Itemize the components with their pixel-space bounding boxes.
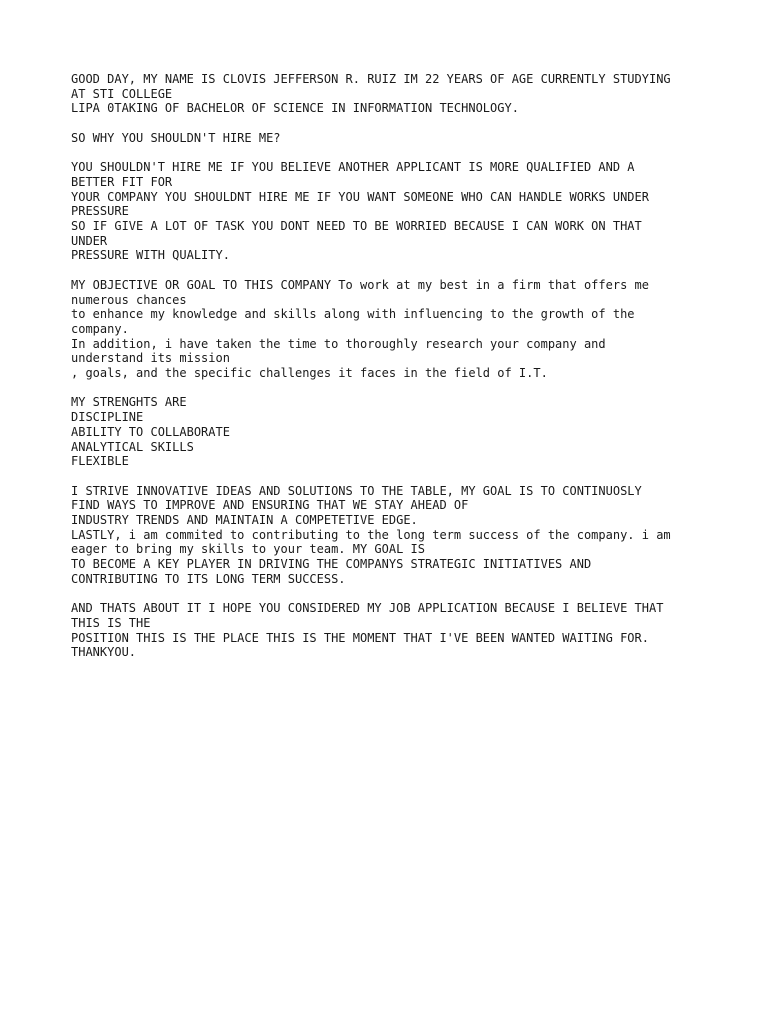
text-line: LIPA 0TAKING OF BACHELOR OF SCIENCE IN INFORMATION TECHNOLOGY. <box>71 101 519 116</box>
strengths-paragraph <box>71 395 731 469</box>
answer-paragraph <box>71 160 731 263</box>
text-line: numerous chances <box>71 292 187 307</box>
text-line: FLEXIBLE <box>71 454 129 469</box>
text-line: INDUSTRY TRENDS AND MAINTAIN A COMPETETIVE EDGE. <box>71 513 418 528</box>
text-line: BETTER FIT FOR <box>71 174 173 189</box>
text-line: YOUR COMPANY YOU SHOULDNT HIRE ME IF YOU WANT SOMEONE WHO CAN HANDLE WORKS UNDER <box>71 189 649 204</box>
text-line: understand its mission <box>71 351 230 366</box>
closing-paragraph <box>71 601 731 660</box>
document-page <box>71 72 731 675</box>
text-line: THANKYOU. <box>71 645 137 660</box>
text-line: DISCIPLINE <box>71 410 144 425</box>
text-line: AT STI COLLEGE <box>71 86 173 101</box>
text-line: PRESSURE WITH QUALITY. <box>71 248 230 263</box>
text-line: POSITION THIS IS THE PLACE THIS IS THE MOMENT THAT I'VE BEEN WANTED WAITING FOR. <box>71 630 649 645</box>
text-line: I STRIVE INNOVATIVE IDEAS AND SOLUTIONS TO THE TABLE, MY GOAL IS TO CONTINUOSLY <box>71 483 642 498</box>
text-line: GOOD DAY, MY NAME IS CLOVIS JEFFERSON R. RUIZ IM 22 YEARS OF AGE CURRENTLY STUDYING <box>71 72 671 86</box>
text-line: UNDER <box>71 233 108 248</box>
text-line: In addition, i have taken the time to thoroughly research your company and <box>71 336 606 351</box>
text-line: PRESSURE <box>71 204 129 219</box>
text-line: TO BECOME A KEY PLAYER IN DRIVING THE COMPANYS STRATEGIC INITIATIVES AND <box>71 557 592 572</box>
text-line: ABILITY TO COLLABORATE <box>71 424 230 439</box>
question-paragraph <box>71 131 731 146</box>
text-line: , goals, and the specific challenges it faces in the field of I.T. <box>71 366 548 381</box>
text-line: to enhance my knowledge and skills along with influencing to the growth of the <box>71 307 635 322</box>
text-line: THIS IS THE <box>71 615 151 630</box>
intro-paragraph <box>71 72 731 116</box>
text-line: FIND WAYS TO IMPROVE AND ENSURING THAT WE STAY AHEAD OF <box>71 498 469 513</box>
text-line: MY OBJECTIVE OR GOAL TO THIS COMPANY To work at my best in a firm that offers me <box>71 277 649 292</box>
text-line: AND THATS ABOUT IT I HOPE YOU CONSIDERED MY JOB APPLICATION BECAUSE I BELIEVE THAT <box>71 601 664 616</box>
text-line: SO WHY YOU SHOULDN'T HIRE ME? <box>71 130 281 145</box>
objective-paragraph <box>71 278 731 381</box>
text-line: MY STRENGHTS ARE <box>71 395 187 410</box>
text-line: YOU SHOULDN'T HIRE ME IF YOU BELIEVE ANOTHER APPLICANT IS MORE QUALIFIED AND A <box>71 160 635 175</box>
text-line: SO IF GIVE A LOT OF TASK YOU DONT NEED TO BE WORRIED BECAUSE I CAN WORK ON THAT <box>71 219 642 233</box>
text-line: LASTLY, i am commited to contributing to the long term success of the company. i am <box>71 527 671 542</box>
text-line: company. <box>71 321 129 336</box>
text-line: eager to bring my skills to your team. MY GOAL IS <box>71 542 426 557</box>
goals-paragraph <box>71 484 731 587</box>
text-line: CONTRIBUTING TO ITS LONG TERM SUCCESS. <box>71 571 346 586</box>
text-line: ANALYTICAL SKILLS <box>71 439 194 454</box>
